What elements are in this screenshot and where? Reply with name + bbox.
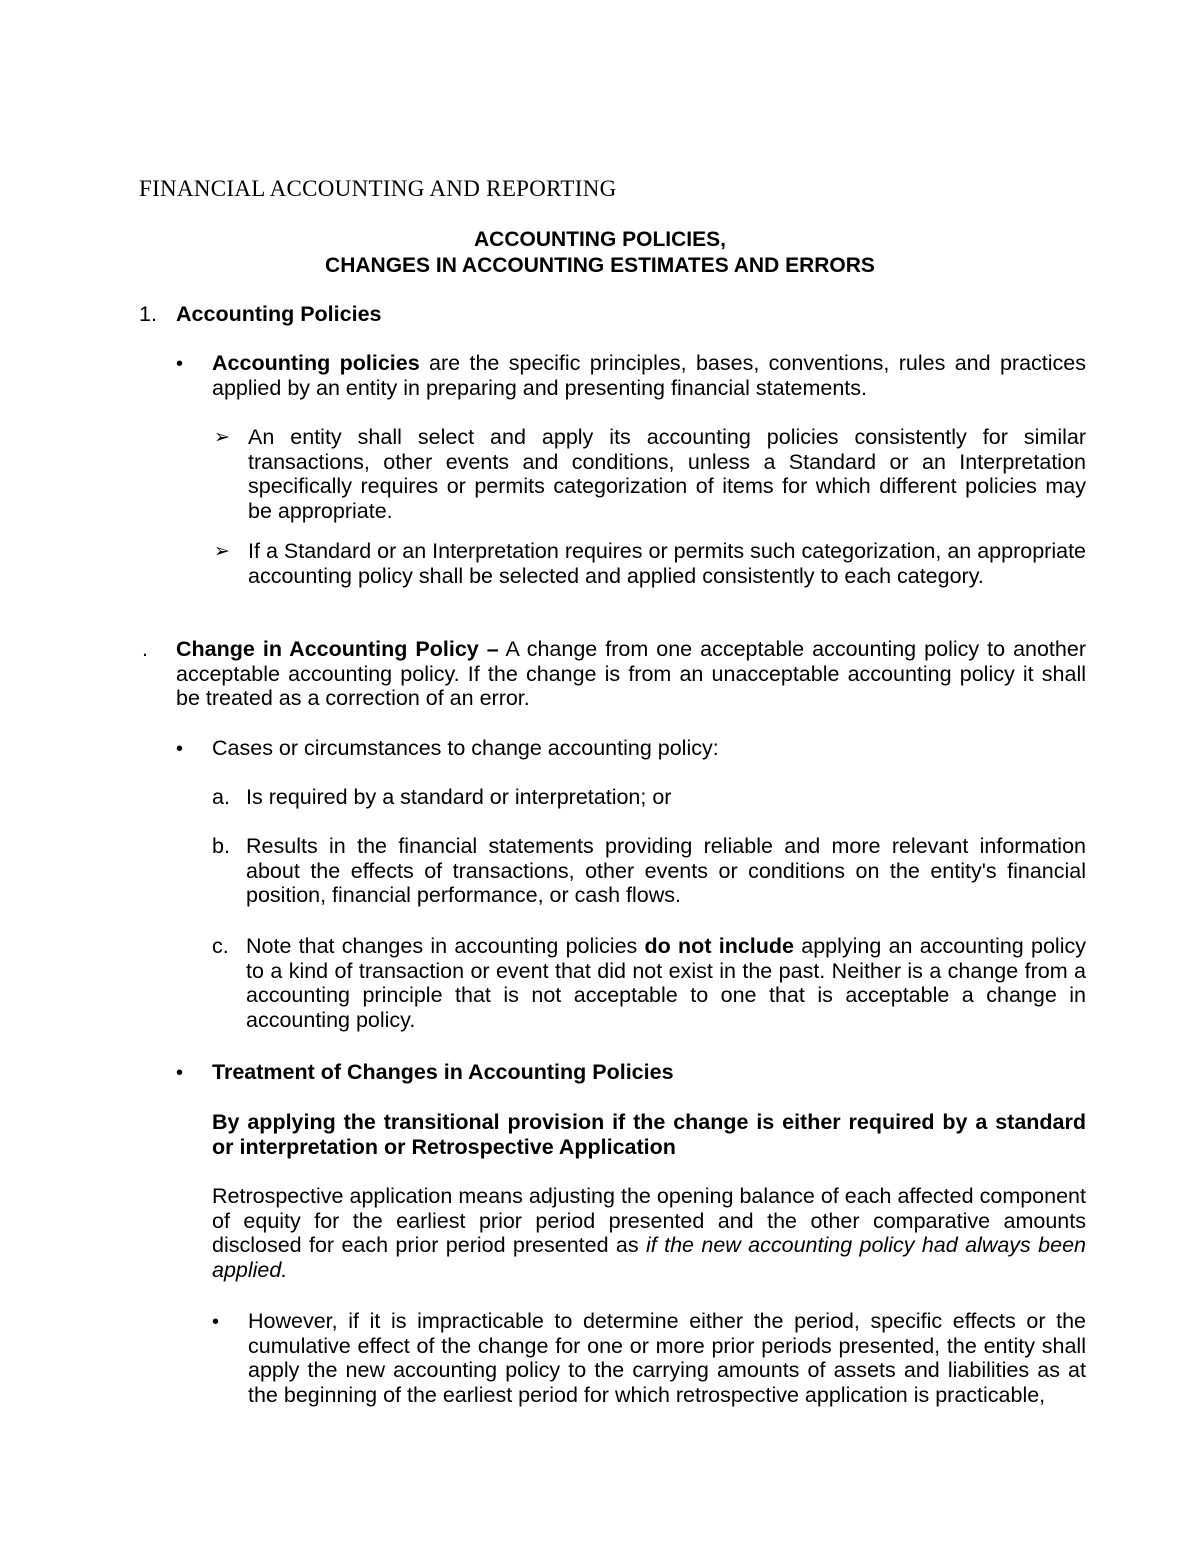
section-2-marker: . <box>142 637 148 661</box>
bullet-icon: • <box>176 353 184 375</box>
cases-intro: Cases or circumstances to change accounting policy: <box>212 736 719 760</box>
case-a-label: a. <box>212 785 230 809</box>
document-header: FINANCIAL ACCOUNTING AND REPORTING <box>139 176 617 201</box>
bullet-icon: • <box>176 738 184 760</box>
case-c-text <box>246 934 1086 1032</box>
case-a-text: Is required by a standard or interpretation; or <box>246 785 672 809</box>
case-c-text-pre: Note that changes in accounting policies <box>246 934 645 958</box>
bullet-icon: • <box>176 1062 184 1084</box>
impracticable-paragraph: However, if it is impracticable to determine either the period, specific effects or the cumulative effect of the change for one or more prior periods presented, the entity shall apply the new accounting policy to the carrying amounts of assets and liabilities as at the beginning of the earliest period for which retrospective application is practicable, <box>248 1309 1086 1407</box>
case-b-text: Results in the financial statements providing reliable and more relevant information about the effects of transactions, other events or conditions on the entity's financial position, financial performance, or cash flows. <box>246 834 1086 907</box>
bullet-icon: • <box>212 1311 220 1333</box>
definition-term: Accounting policies <box>212 351 420 375</box>
change-in-policy-text: A change from one acceptable accounting policy to another acceptable accounting policy. If the change is from an unacceptable accounting policy it shall be treated as a correction of an error. <box>176 637 1086 710</box>
case-c-text-bold: do not include <box>644 934 794 958</box>
change-in-policy-paragraph <box>176 637 1086 711</box>
section-1-heading: Accounting Policies <box>176 302 382 326</box>
transitional-provision-paragraph: By applying the transitional provision if the change is either required by a standard or interpretation or Retrospective Application <box>212 1110 1086 1159</box>
arrow-bullet-icon: ➢ <box>214 541 230 562</box>
case-b-label: b. <box>212 834 230 858</box>
categorization-paragraph: If a Standard or an Interpretation requires or permits such categorization, an appropriate accounting policy shall be selected and applied consistently to each category. <box>248 539 1086 588</box>
definition-text: are the specific principles, bases, conventions, rules and practices applied by an entity in preparing and presenting financial statements. <box>212 351 1086 400</box>
change-in-policy-term: Change in Accounting Policy – <box>176 637 499 661</box>
accounting-policies-definition <box>212 351 1086 400</box>
retrospective-paragraph <box>212 1184 1086 1282</box>
treatment-heading: Treatment of Changes in Accounting Policies <box>212 1060 674 1084</box>
case-c-text-post: applying an accounting policy to a kind of transaction or event that did not exist in the past. Neither is a change from a accounting principle that is not acceptable to one that is acceptable a change in accounting policy. <box>246 934 1086 1032</box>
title-line-1: ACCOUNTING POLICIES, <box>473 228 726 251</box>
case-c-label: c. <box>212 934 229 958</box>
retrospective-text: Retrospective application means adjusting the opening balance of each affected component of equity for the earliest prior period presented and the other comparative amounts disclosed for each prior period presented as <box>212 1184 1086 1257</box>
section-1-number: 1. <box>139 302 157 326</box>
policy-consistency-paragraph: An entity shall select and apply its accounting policies consistently for similar transactions, other events and conditions, unless a Standard or an Interpretation specifically requires or permits categorization of items for which different policies may be appropriate. <box>248 425 1086 523</box>
title-line-2: CHANGES IN ACCOUNTING ESTIMATES AND ERRORS <box>325 254 875 277</box>
retrospective-italic: if the new accounting policy had always been applied. <box>212 1233 1086 1282</box>
arrow-bullet-icon: ➢ <box>214 427 230 448</box>
